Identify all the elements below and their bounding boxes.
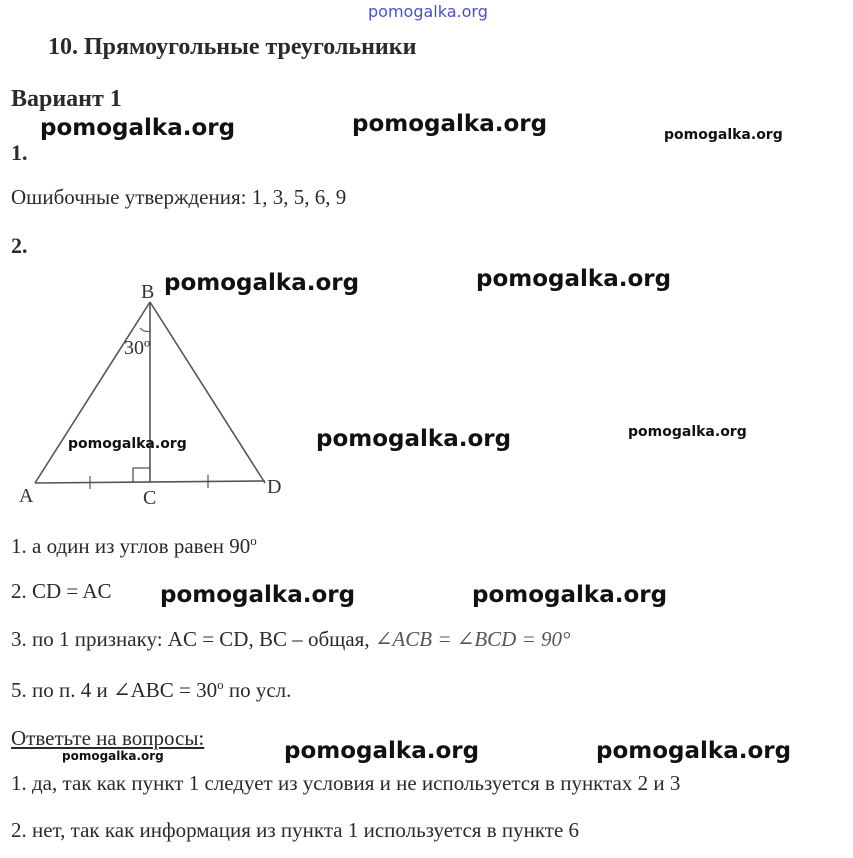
watermark: pomogalka.org [596,738,792,764]
answer-item-2: 2. нет, так как информация из пункта 1 используется в пункте 6 [11,818,580,842]
watermark: pomogalka.org [284,738,480,764]
answer-item-1: 1. да, так как пункт 1 следует из условия и не используется в пунктах 2 и 3 [11,771,681,795]
watermark: pomogalka.org [68,436,187,452]
watermark: pomogalka.org [472,582,668,608]
watermark: pomogalka.org [40,115,236,141]
question-1-number: 1. [11,140,28,165]
watermark: pomogalka.org [664,127,783,143]
question-1-answer: Ошибочные утверждения: 1, 3, 5, 6, 9 [11,185,347,209]
answers-heading: Ответьте на вопросы: [11,726,205,750]
side-AB [35,302,150,483]
q2-line-4 [11,677,291,703]
angle-arc-B [140,328,150,332]
watermark: pomogalka.org [316,426,512,452]
q2-line-4-b: ∠ABC = 30 [112,678,218,702]
question-2-number: 2. [11,233,28,258]
label-B: B [141,281,155,303]
page-title: 10. Прямоугольные треугольники [48,34,417,60]
q2-line-4-sup: o [217,677,224,692]
angle-label: 30º [124,337,151,359]
triangle-figure [0,270,320,515]
right-angle-mark [133,468,150,482]
side-BD [150,302,265,483]
watermark: pomogalka.org [62,749,164,763]
variant-heading: Вариант 1 [11,86,122,112]
q2-line-3-math: ∠ACB = ∠BCD = 90° [374,627,571,651]
label-A: A [19,485,34,507]
q2-line-2: 2. CD = AC [11,579,112,603]
watermark: pomogalka.org [160,582,356,608]
label-D: D [267,476,282,498]
watermark: pomogalka.org [476,266,672,292]
q2-line-1 [11,533,257,559]
label-C: C [143,487,157,509]
q2-line-4-a: 5. по п. 4 и [11,678,113,702]
watermark-top: pomogalka.org [368,2,488,21]
watermark: pomogalka.org [352,111,548,137]
q2-line-4-c: по усл. [223,678,292,702]
watermark: pomogalka.org [628,424,747,440]
q2-line-3-text: 3. по 1 признаку: AC = CD, BC – общая, [11,627,370,651]
watermark: pomogalka.org [164,270,360,296]
q2-line-3 [11,627,570,652]
q2-line-1-text: 1. а один из углов равен 90 [11,534,251,558]
q2-line-1-sup: o [250,533,257,548]
